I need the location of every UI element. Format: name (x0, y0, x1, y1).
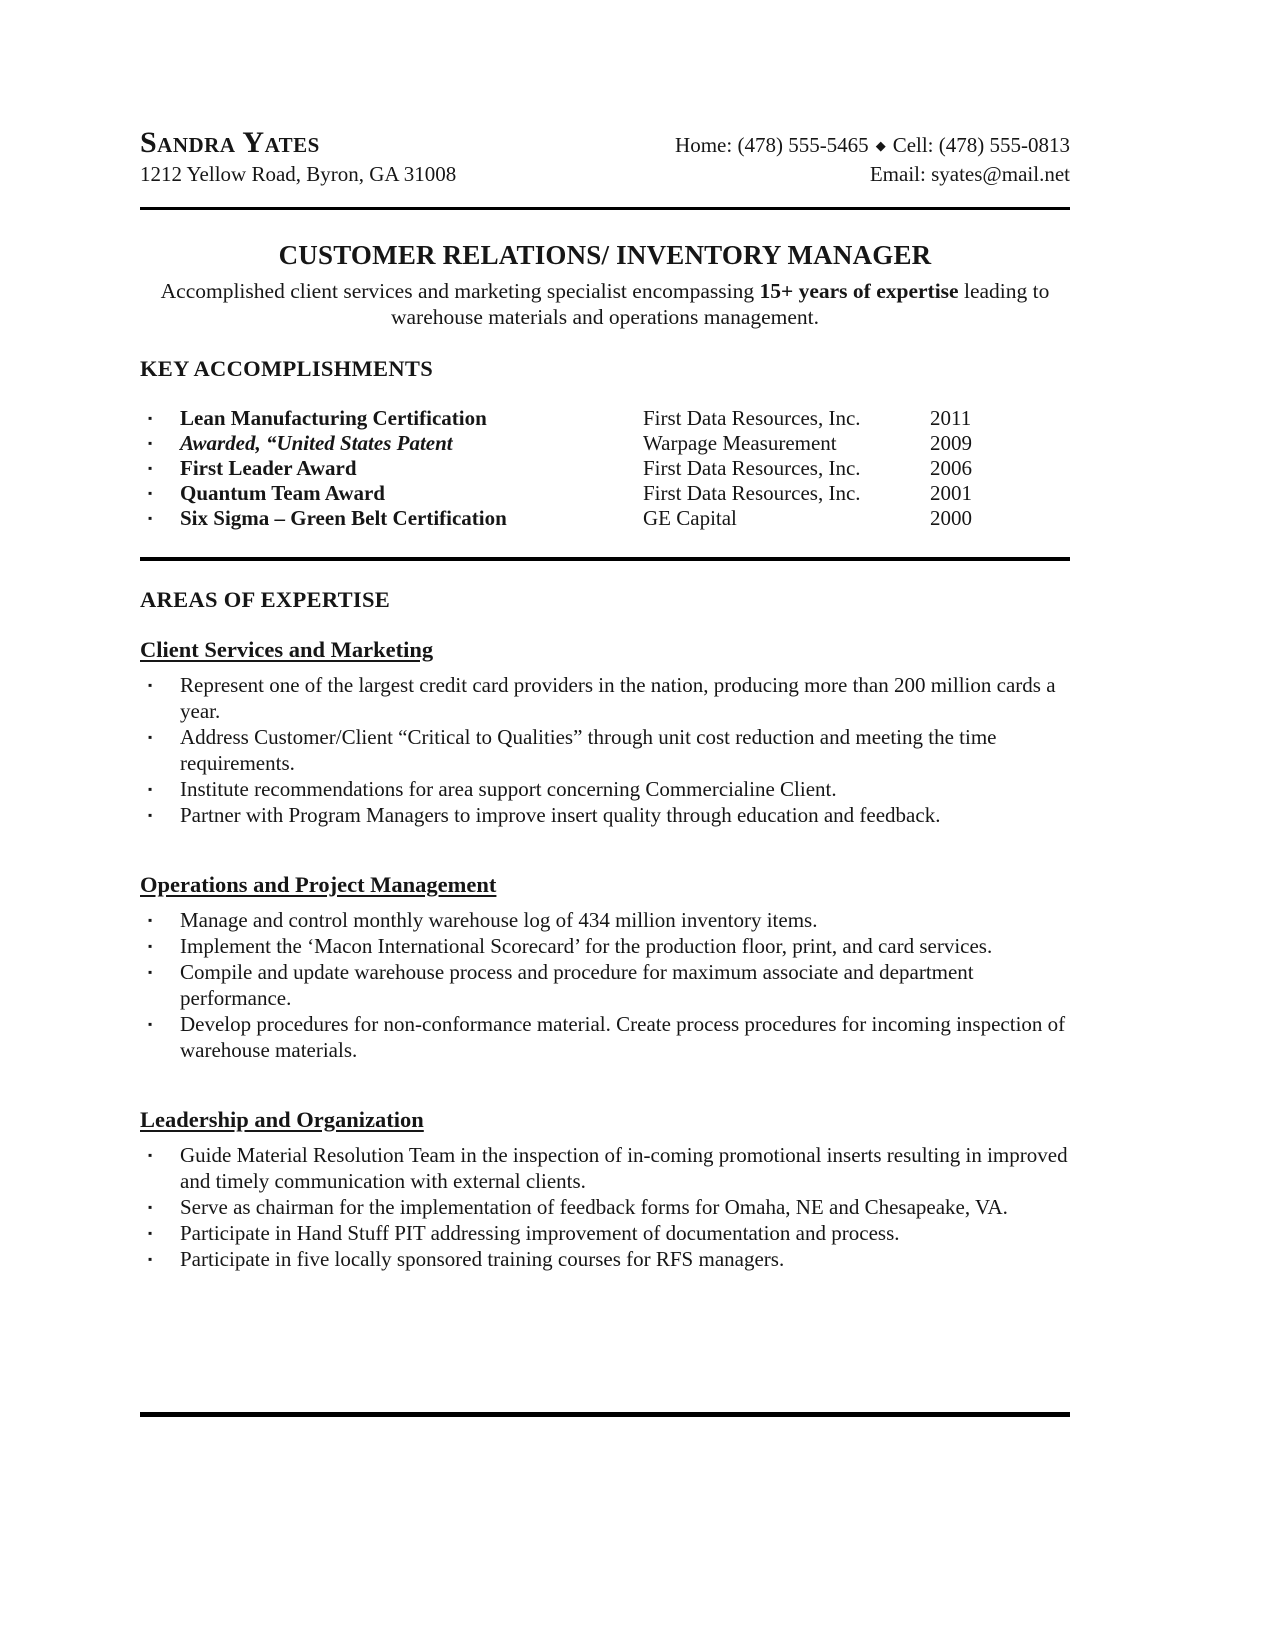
accomplishment-year: 2006 (930, 456, 972, 480)
footer-divider (140, 1412, 1070, 1417)
bullet-icon: ▪ (148, 782, 153, 796)
summary-text-end: leading to warehouse materials and operations management. (390, 279, 1050, 329)
accomplishment-row (140, 456, 1070, 481)
bullet-item (140, 1246, 1070, 1272)
accomplishment-year: 2009 (930, 431, 972, 455)
bullet-text: Represent one of the largest credit card providers in the nation, producing more than 200 million cards a year. (180, 673, 1056, 723)
expertise-section-leadership (140, 1107, 1070, 1272)
bullet-text: Address Customer/Client “Critical to Qualities” through unit cost reduction and meeting the time requirements. (180, 725, 997, 775)
address: 1212 Yellow Road, Byron, GA 31008 (140, 162, 457, 186)
bullet-text: Compile and update warehouse process and procedure for maximum associate and department performance. (180, 960, 974, 1010)
bullet-icon: ▪ (148, 411, 153, 425)
bullet-icon: ▪ (148, 1200, 153, 1214)
phone-line (675, 133, 1070, 158)
bullet-text: Participate in Hand Stuff PIT addressing improvement of documentation and process. (180, 1221, 900, 1245)
accomplishment-title: Awarded, “United States Patent (180, 431, 453, 455)
expertise-section-operations (140, 872, 1070, 1063)
summary (140, 278, 1070, 330)
bullet-icon: ▪ (148, 939, 153, 953)
accomplishment-row (140, 406, 1070, 431)
accomplishment-year: 2011 (930, 406, 972, 430)
bullet-item (140, 959, 1070, 1011)
job-title: CUSTOMER RELATIONS/ INVENTORY MANAGER (278, 240, 932, 270)
accomplishment-title: Lean Manufacturing Certification (180, 406, 487, 430)
accomplishment-title: First Leader Award (180, 456, 357, 480)
bullet-list (140, 672, 1070, 828)
bullet-list (140, 907, 1070, 1063)
bullet-text: Partner with Program Managers to improve insert quality through education and feedback. (180, 803, 941, 827)
bullet-item (140, 672, 1070, 724)
email-line: Email: syates@mail.net (869, 162, 1070, 186)
accomplishment-title: Six Sigma – Green Belt Certification (180, 506, 507, 530)
accomplishment-org: First Data Resources, Inc. (643, 481, 861, 505)
bullet-list (140, 1142, 1070, 1272)
sub-section-title: Leadership and Organization (140, 1107, 424, 1132)
sub-section-title: Operations and Project Management (140, 872, 497, 897)
accomplishment-org: First Data Resources, Inc. (643, 406, 861, 430)
accomplishment-row (140, 481, 1070, 506)
home-phone: Home: (478) 555-5465 (675, 133, 869, 157)
bullet-icon: ▪ (148, 678, 153, 692)
bullet-icon: ▪ (148, 1252, 153, 1266)
bullet-icon: ▪ (148, 913, 153, 927)
bullet-icon: ▪ (148, 965, 153, 979)
section-divider (140, 557, 1070, 561)
bullet-icon: ▪ (148, 486, 153, 500)
bullet-text: Guide Material Resolution Team in the inspection of in-coming promotional inserts resulting in improved and timely communication with external clients. (180, 1143, 1068, 1193)
bullet-icon: ▪ (148, 436, 153, 450)
accomplishment-org: First Data Resources, Inc. (643, 456, 861, 480)
bullet-icon: ▪ (148, 730, 153, 744)
bullet-text: Institute recommendations for area support concerning Commercialine Client. (180, 777, 837, 801)
bullet-item (140, 802, 1070, 828)
bullet-icon: ▪ (148, 1226, 153, 1240)
bullet-item (140, 1011, 1070, 1063)
accomplishment-title: Quantum Team Award (180, 481, 385, 505)
accomplishment-org: Warpage Measurement (643, 431, 837, 455)
accomplishment-row (140, 431, 1070, 456)
bullet-icon: ▪ (148, 1017, 153, 1031)
bullet-item (140, 776, 1070, 802)
bullet-text: Serve as chairman for the implementation of feedback forms for Omaha, NE and Chesapeake, VA. (180, 1195, 1008, 1219)
diamond-separator-icon: ◆ (875, 138, 886, 153)
cell-phone: Cell: (478) 555-0813 (892, 133, 1070, 157)
accomplishment-row (140, 506, 1070, 531)
accomplishment-year: 2000 (930, 506, 972, 530)
bullet-item (140, 907, 1070, 933)
areas-of-expertise-heading: AREAS OF EXPERTISE (140, 587, 391, 612)
bullet-text: Manage and control monthly warehouse log of 434 million inventory items. (180, 908, 818, 932)
accomplishment-year: 2001 (930, 481, 972, 505)
header-divider (140, 207, 1070, 210)
expertise-section-client-services (140, 637, 1070, 828)
bullet-icon: ▪ (148, 1148, 153, 1162)
candidate-name: Sandra Yates (140, 126, 320, 159)
summary-bold-text: 15+ years of expertise (759, 279, 959, 303)
bullet-item (140, 933, 1070, 959)
bullet-icon: ▪ (148, 511, 153, 525)
bullet-text: Participate in five locally sponsored training courses for RFS managers. (180, 1247, 785, 1271)
bullet-icon: ▪ (148, 461, 153, 475)
key-accomplishments-list (140, 406, 1070, 531)
sub-section-title: Client Services and Marketing (140, 637, 434, 662)
bullet-item (140, 1220, 1070, 1246)
bullet-text: Implement the ‘Macon International Scorecard’ for the production floor, print, and card services. (180, 934, 993, 958)
bullet-icon: ▪ (148, 808, 153, 822)
bullet-text: Develop procedures for non-conformance material. Create process procedures for incoming inspection of warehouse materials. (180, 1012, 1066, 1062)
bullet-item (140, 1142, 1070, 1194)
accomplishment-org: GE Capital (643, 506, 737, 530)
bullet-item (140, 1194, 1070, 1220)
title-section (140, 240, 1070, 330)
header (140, 126, 1070, 187)
key-accomplishments-heading: KEY ACCOMPLISHMENTS (140, 356, 434, 381)
summary-text: Accomplished client services and marketing specialist encompassing (160, 279, 760, 303)
bullet-item (140, 724, 1070, 776)
